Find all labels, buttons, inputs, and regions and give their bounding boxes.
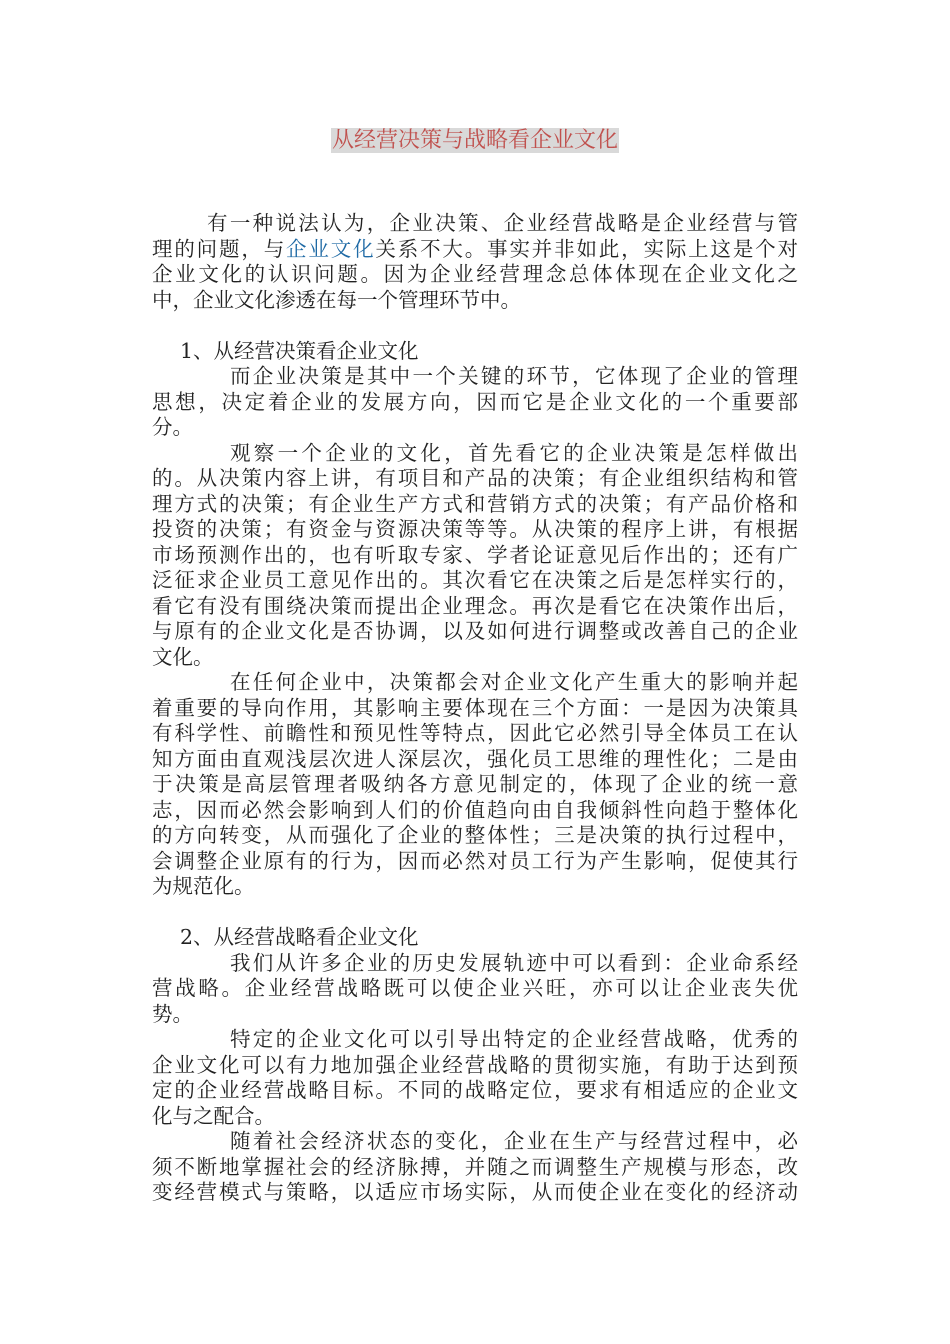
paragraph-line: 随着社会经济状态的变化，企业在生产与经营过程中，必 bbox=[230, 1129, 798, 1153]
paragraph-line: 的。从决策内容上讲，有项目和产品的决策；有企业组织结构和管 bbox=[152, 466, 798, 490]
paragraph-line: 势。 bbox=[152, 1001, 193, 1026]
paragraph bbox=[152, 364, 798, 441]
paragraph bbox=[152, 1027, 798, 1129]
title-text: 从经营决策与战略看企业文化 bbox=[331, 128, 618, 153]
paragraph-line: 文化。 bbox=[152, 644, 214, 669]
paragraph-line: 而企业决策是其中一个关键的环节，它体现了企业的管理 bbox=[230, 364, 798, 388]
paragraph bbox=[152, 670, 798, 900]
paragraph-line: 志，因而必然会影响到人们的价值趋向由自我倾斜性向趋于整体化 bbox=[152, 797, 798, 822]
paragraph-line: 会调整企业原有的行为，因而必然对员工行为产生影响，促使其行 bbox=[152, 848, 798, 873]
blank-line bbox=[152, 313, 798, 339]
paragraph-line: 营战略。企业经营战略既可以使企业兴旺，亦可以让企业丧失优 bbox=[152, 976, 798, 1000]
text-segment: 关系不大。事实并非如此，实际上这是个对 bbox=[375, 236, 799, 261]
paragraph-line: 与原有的企业文化是否协调，以及如何进行调整或改善自己的企业 bbox=[152, 619, 798, 643]
document-title bbox=[0, 127, 950, 155]
paragraph-line: 观察一个企业的文化，首先看它的企业决策是怎样做出 bbox=[230, 440, 798, 465]
section-heading: 1、从经营决策看企业文化 bbox=[180, 338, 419, 363]
paragraph bbox=[152, 211, 798, 313]
paragraph-line: 有科学性、前瞻性和预见性等特点，因此它必然引导全体员工在认 bbox=[152, 721, 798, 745]
document-body bbox=[152, 211, 798, 1206]
paragraph bbox=[152, 1129, 798, 1206]
paragraph-line: 为规范化。 bbox=[152, 874, 255, 898]
paragraph-line: 特定的企业文化可以引导出特定的企业经营战略，优秀的 bbox=[230, 1027, 798, 1051]
paragraph-line: 泛征求企业员工意见作出的。其次看它在决策之后是怎样实行的， bbox=[152, 568, 798, 592]
paragraph-line: 投资的决策；有资金与资源决策等等。从决策的程序上讲，有根据 bbox=[152, 517, 798, 541]
paragraph-line bbox=[152, 237, 798, 263]
paragraph-line: 我们从许多企业的历史发展轨迹中可以看到：企业命系经 bbox=[230, 950, 798, 975]
paragraph-line: 在任何企业中，决策都会对企业文化产生重大的影响并起 bbox=[230, 670, 798, 694]
paragraph-line: 的方向转变，从而强化了企业的整体性；三是决策的执行过程中， bbox=[152, 823, 798, 847]
paragraph-line: 中，企业文化渗透在每一个管理环节中。 bbox=[152, 287, 521, 312]
paragraph-line: 须不断地掌握社会的经济脉搏，并随之而调整生产规模与形态，改 bbox=[152, 1154, 798, 1179]
text-segment: 理的问题，与 bbox=[152, 236, 287, 261]
paragraph-line: 有一种说法认为，企业决策、企业经营战略是企业经营与管 bbox=[207, 211, 798, 235]
paragraph-line: 看它有没有围绕决策而提出企业理念。再次是看它在决策作出后， bbox=[152, 593, 798, 618]
paragraph-line: 化与之配合。 bbox=[152, 1103, 275, 1128]
paragraph-line: 定的企业经营战略目标。不同的战略定位，要求有相适应的企业文 bbox=[152, 1078, 798, 1102]
paragraph-line: 思想，决定着企业的发展方向，因而它是企业文化的一个重要部 bbox=[152, 389, 798, 414]
link-enterprise-culture[interactable]: 企业文化 bbox=[286, 236, 376, 261]
paragraph-line: 企业文化的认识问题。因为企业经营理念总体体现在企业文化之 bbox=[152, 262, 798, 286]
paragraph bbox=[152, 951, 798, 1028]
paragraph-line: 着重要的导向作用，其影响主要体现在三个方面：一是因为决策具 bbox=[152, 695, 798, 720]
paragraph-line: 知方面由直观浅层次进人深层次，强化员工思维的理性化；二是由 bbox=[152, 746, 798, 771]
paragraph-line: 分。 bbox=[152, 415, 193, 439]
section-heading: 2、从经营战略看企业文化 bbox=[180, 925, 419, 949]
paragraph-line: 于决策是高层管理者吸纳各方意见制定的，体现了企业的统一意 bbox=[152, 772, 798, 796]
paragraph-line: 企业文化可以有力地加强企业经营战略的贯彻实施，有助于达到预 bbox=[152, 1052, 798, 1077]
paragraph bbox=[152, 441, 798, 671]
blank-line bbox=[152, 900, 798, 926]
paragraph-line: 理方式的决策；有企业生产方式和营销方式的决策；有产品价格和 bbox=[152, 491, 798, 516]
paragraph-line: 市场预测作出的，也有听取专家、学者论证意见后作出的；还有广 bbox=[152, 542, 798, 567]
paragraph-line: 变经营模式与策略，以适应市场实际，从而使企业在变化的经济动 bbox=[152, 1180, 798, 1204]
